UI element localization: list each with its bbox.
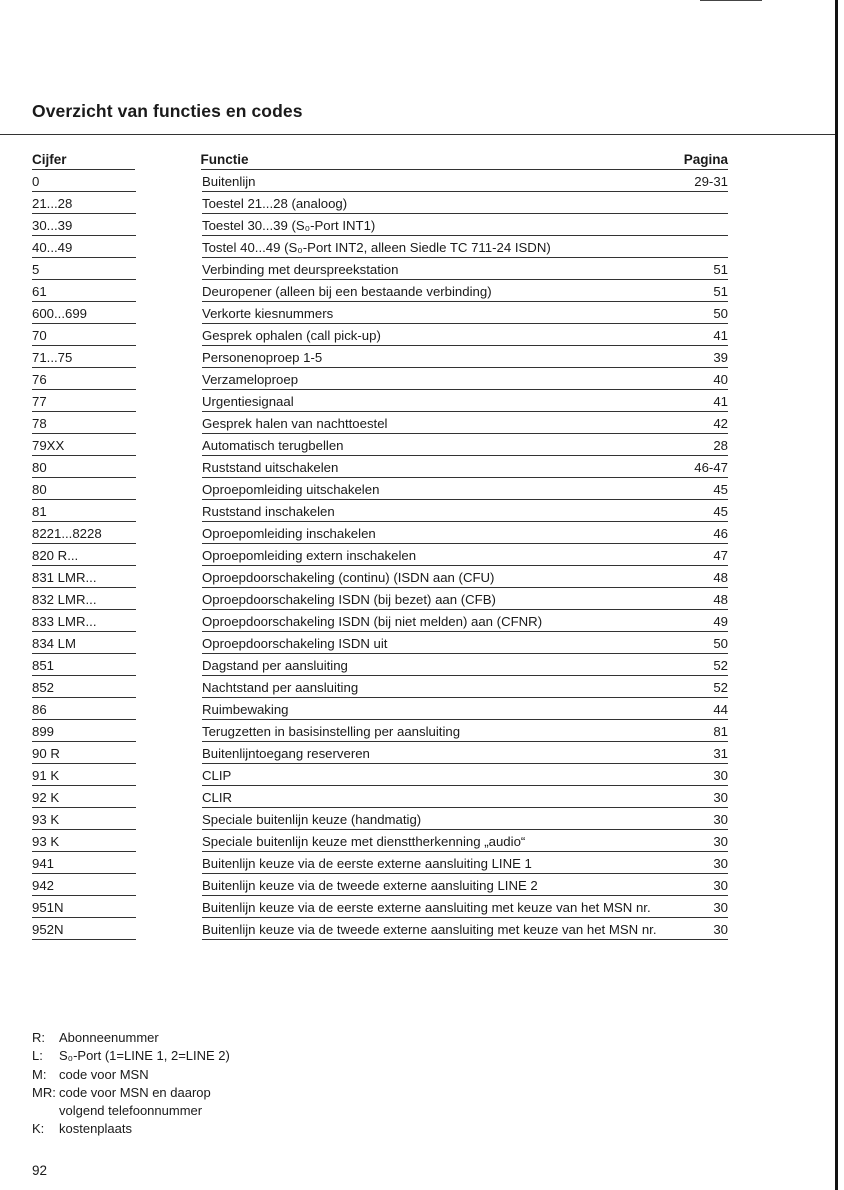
- cell-code: 942: [32, 874, 136, 896]
- header-code: Cijfer: [32, 148, 135, 170]
- cell-function: Gesprek halen van nachttoestel: [202, 412, 692, 434]
- cell-page: 45: [692, 500, 728, 522]
- legend-key: MR:: [32, 1084, 56, 1100]
- cell-code: 92 K: [32, 786, 136, 808]
- cell-page: 41: [692, 390, 728, 412]
- cell-code: 80: [32, 478, 136, 500]
- cell-page: 30: [692, 918, 728, 940]
- table-row: [32, 566, 728, 588]
- cell-function: Buitenlijn keuze via de eerste externe aansluiting met keuze van het MSN nr.: [202, 896, 692, 918]
- cell-function: Urgentiesignaal: [202, 390, 692, 412]
- page-number: 92: [32, 1163, 48, 1178]
- page-title: Overzicht van functies en codes: [32, 101, 303, 121]
- legend-item: [32, 1029, 230, 1047]
- cell-function: CLIP: [202, 764, 692, 786]
- cell-code: 30...39: [32, 214, 136, 236]
- cell-page: 52: [692, 654, 728, 676]
- cell-code: 951N: [32, 896, 136, 918]
- cell-function: Terugzetten in basisinstelling per aansluiting: [202, 720, 692, 742]
- header-function: Functie: [201, 148, 684, 170]
- table-row: [32, 654, 728, 676]
- cell-code: 71...75: [32, 346, 136, 368]
- cell-function: Buitenlijn keuze via de eerste externe aansluiting LINE 1: [202, 852, 692, 874]
- table-row: [32, 698, 728, 720]
- cell-page: 30: [692, 764, 728, 786]
- legend-key: L:: [32, 1048, 43, 1064]
- cell-code: 76: [32, 368, 136, 390]
- cell-function: Buitenlijn: [202, 170, 692, 192]
- cell-code: 833 LMR...: [32, 610, 136, 632]
- cell-page: 28: [692, 434, 728, 456]
- table-row: [32, 786, 728, 808]
- cell-function: Ruststand inschakelen: [202, 500, 692, 522]
- cell-page: [692, 214, 728, 236]
- scan-edge-bar: [835, 0, 838, 1190]
- legend-item: [32, 1047, 230, 1065]
- cell-function: Ruimbewaking: [202, 698, 692, 720]
- cell-code: 0: [32, 170, 136, 192]
- cell-page: 52: [692, 676, 728, 698]
- legend-key: [32, 1102, 59, 1120]
- cell-function: Gesprek ophalen (call pick-up): [202, 324, 692, 346]
- cell-page: 50: [692, 302, 728, 324]
- cell-code: 81: [32, 500, 136, 522]
- cell-code: 852: [32, 676, 136, 698]
- cell-function: Deuropener (alleen bij een bestaande verbinding): [202, 280, 692, 302]
- table-row: [32, 764, 728, 786]
- cell-code: 5: [32, 258, 136, 280]
- table-row: [32, 852, 728, 874]
- cell-code: 952N: [32, 918, 136, 940]
- legend-key: K:: [32, 1121, 45, 1137]
- table-row: [32, 412, 728, 434]
- table-row: [32, 302, 728, 324]
- cell-function: Automatisch terugbellen: [202, 434, 692, 456]
- cell-function: Ruststand uitschakelen: [202, 456, 692, 478]
- table-row: [32, 522, 728, 544]
- cell-page: 30: [692, 852, 728, 874]
- table-row: [32, 874, 728, 896]
- cell-code: 899: [32, 720, 136, 742]
- title-rule: [0, 134, 835, 135]
- table-row: [32, 214, 728, 236]
- table-row: [32, 896, 728, 918]
- table-row: [32, 830, 728, 852]
- legend-text: S₀-Port (1=LINE 1, 2=LINE 2): [59, 1048, 230, 1064]
- cell-function: Oproepdoorschakeling (continu) (ISDN aan (CFU): [202, 566, 692, 588]
- cell-function: Buitenlijn keuze via de tweede externe aansluiting met keuze van het MSN nr.: [202, 918, 692, 940]
- cell-page: 42: [692, 412, 728, 434]
- cell-page: 48: [692, 566, 728, 588]
- cell-code: 90 R: [32, 742, 136, 764]
- cell-function: Verbinding met deurspreekstation: [202, 258, 692, 280]
- cell-function: Oproepomleiding inschakelen: [202, 522, 692, 544]
- cell-code: 93 K: [32, 808, 136, 830]
- cell-function: Nachtstand per aansluiting: [202, 676, 692, 698]
- cell-code: 600...699: [32, 302, 136, 324]
- cell-page: 29-31: [692, 170, 728, 192]
- cell-function: Oproepomleiding uitschakelen: [202, 478, 692, 500]
- table-row: [32, 676, 728, 698]
- legend-item: [32, 1066, 230, 1084]
- cell-function: Oproepomleiding extern inschakelen: [202, 544, 692, 566]
- cell-code: 78: [32, 412, 136, 434]
- cell-page: 41: [692, 324, 728, 346]
- table-header: [32, 148, 728, 170]
- table-row: [32, 478, 728, 500]
- cell-function: Dagstand per aansluiting: [202, 654, 692, 676]
- cell-page: 47: [692, 544, 728, 566]
- legend-item: [32, 1120, 230, 1138]
- cell-page: 51: [692, 280, 728, 302]
- cell-code: 832 LMR...: [32, 588, 136, 610]
- table-row: [32, 390, 728, 412]
- cell-function: Speciale buitenlijn keuze (handmatig): [202, 808, 692, 830]
- table-row: [32, 808, 728, 830]
- cell-page: [692, 192, 728, 214]
- table-row: [32, 236, 728, 258]
- table-row: [32, 434, 728, 456]
- cell-function: Toestel 30...39 (S₀-Port INT1): [202, 214, 692, 236]
- cell-function: Verzameloproep: [202, 368, 692, 390]
- legend-text: volgend telefoonnummer: [59, 1103, 203, 1119]
- legend: [32, 1029, 230, 1139]
- legend-item: [32, 1102, 230, 1120]
- table-row: [32, 170, 728, 192]
- table-row: [32, 742, 728, 764]
- table-row: [32, 610, 728, 632]
- table-row: [32, 632, 728, 654]
- cell-function: Speciale buitenlijn keuze met diensttherkenning „audio“: [202, 830, 692, 852]
- cell-page: 30: [692, 874, 728, 896]
- table-row: [32, 544, 728, 566]
- cell-function: Buitenlijntoegang reserveren: [202, 742, 692, 764]
- table-row: [32, 192, 728, 214]
- table-row: [32, 918, 728, 940]
- legend-text: code voor MSN: [59, 1066, 149, 1082]
- cell-function: Oproepdoorschakeling ISDN uit: [202, 632, 692, 654]
- cell-function: Verkorte kiesnummers: [202, 302, 692, 324]
- cell-page: 50: [692, 632, 728, 654]
- cell-page: 45: [692, 478, 728, 500]
- cell-code: 86: [32, 698, 136, 720]
- legend-text: kostenplaats: [59, 1121, 132, 1137]
- cell-code: 831 LMR...: [32, 566, 136, 588]
- cell-page: 30: [692, 786, 728, 808]
- cell-code: 61: [32, 280, 136, 302]
- top-edge-line: [700, 0, 762, 1]
- cell-function: Oproepdoorschakeling ISDN (bij niet melden) aan (CFNR): [202, 610, 692, 632]
- cell-page: 51: [692, 258, 728, 280]
- cell-page: 44: [692, 698, 728, 720]
- header-page: Pagina: [684, 148, 728, 170]
- table-row: [32, 368, 728, 390]
- cell-page: 81: [692, 720, 728, 742]
- cell-page: [692, 236, 728, 258]
- cell-code: 851: [32, 654, 136, 676]
- cell-page: 39: [692, 346, 728, 368]
- cell-function: Oproepdoorschakeling ISDN (bij bezet) aan (CFB): [202, 588, 692, 610]
- cell-function: CLIR: [202, 786, 692, 808]
- table-row: [32, 280, 728, 302]
- cell-code: 21...28: [32, 192, 136, 214]
- table-row: [32, 720, 728, 742]
- cell-code: 80: [32, 456, 136, 478]
- cell-code: 820 R...: [32, 544, 136, 566]
- legend-text: Abonneenummer: [59, 1030, 159, 1045]
- cell-page: 30: [692, 896, 728, 918]
- cell-function: Tostel 40...49 (S₀-Port INT2, alleen Siedle TC 711-24 ISDN): [202, 236, 692, 258]
- cell-page: 46-47: [692, 456, 728, 478]
- table-row: [32, 500, 728, 522]
- legend-key: R:: [32, 1030, 45, 1045]
- cell-page: 30: [692, 808, 728, 830]
- cell-function: Buitenlijn keuze via de tweede externe aansluiting LINE 2: [202, 874, 692, 896]
- cell-page: 30: [692, 830, 728, 852]
- cell-code: 77: [32, 390, 136, 412]
- cell-function: Toestel 21...28 (analoog): [202, 192, 692, 214]
- cell-page: 46: [692, 522, 728, 544]
- cell-code: 93 K: [32, 830, 136, 852]
- table-row: [32, 588, 728, 610]
- cell-code: 91 K: [32, 764, 136, 786]
- table-row: [32, 346, 728, 368]
- codes-table: [32, 148, 728, 940]
- cell-code: 70: [32, 324, 136, 346]
- table-row: [32, 456, 728, 478]
- cell-page: 40: [692, 368, 728, 390]
- cell-page: 49: [692, 610, 728, 632]
- legend-item: [32, 1084, 230, 1102]
- cell-page: 31: [692, 742, 728, 764]
- legend-text: code voor MSN en daarop: [59, 1084, 211, 1100]
- legend-key: M:: [32, 1066, 47, 1082]
- cell-code: 40...49: [32, 236, 136, 258]
- cell-code: 79XX: [32, 434, 136, 456]
- table-row: [32, 324, 728, 346]
- cell-code: 834 LM: [32, 632, 136, 654]
- cell-function: Personenoproep 1-5: [202, 346, 692, 368]
- table-row: [32, 258, 728, 280]
- cell-page: 48: [692, 588, 728, 610]
- cell-code: 941: [32, 852, 136, 874]
- cell-code: 8221...8228: [32, 522, 136, 544]
